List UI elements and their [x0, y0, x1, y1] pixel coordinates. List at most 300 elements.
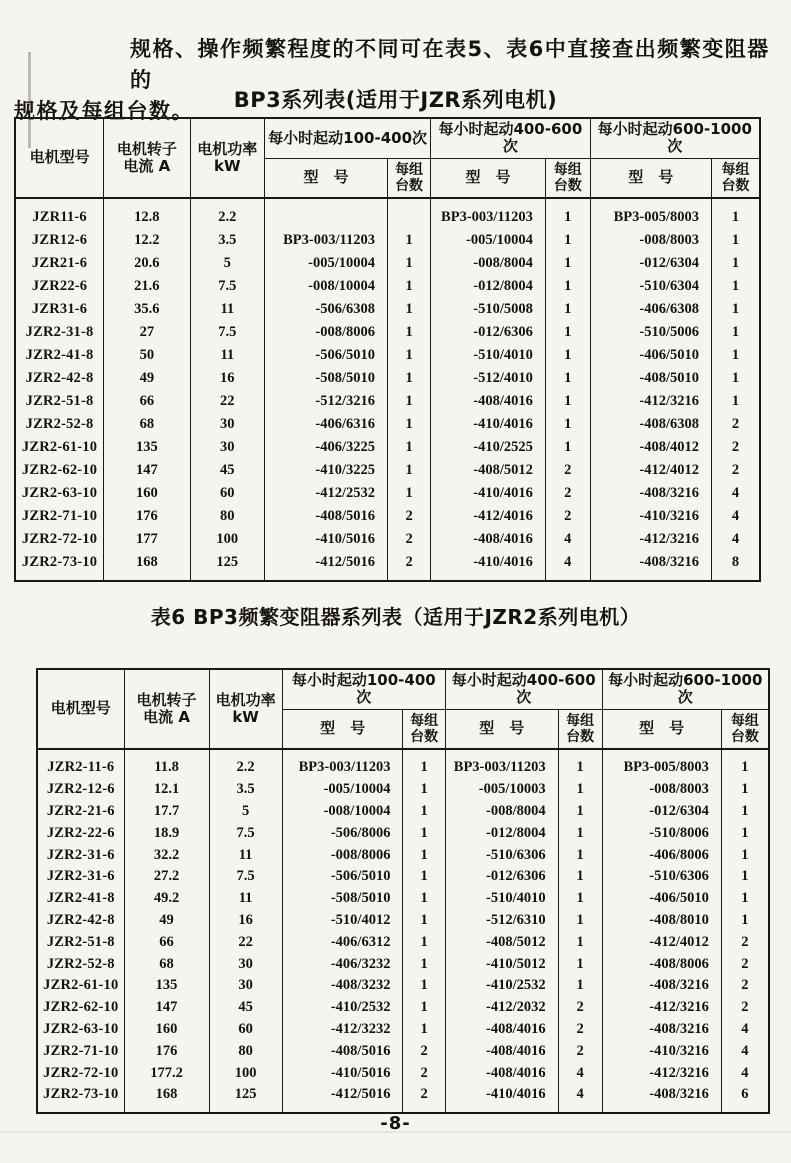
cell-count-400-600: 1 — [558, 822, 602, 844]
cell-type-100-400: -508/5010 — [282, 888, 403, 910]
cell-count-400-600: 2 — [545, 459, 590, 482]
cell-type-600-1000: -408/3216 — [602, 975, 721, 997]
cell-power-kw: 7.5 — [190, 321, 265, 344]
cell-count-400-600: 1 — [558, 757, 602, 779]
cell-type-400-600: BP3-003/11203 — [431, 206, 546, 229]
cell-count-400-600: 1 — [558, 888, 602, 910]
cell-type-400-600: -410/2532 — [445, 975, 558, 997]
cell-type-600-1000: -412/3216 — [602, 997, 721, 1019]
cell-type-400-600: -008/8004 — [431, 252, 546, 275]
header-count-line1: 每组 — [553, 161, 582, 178]
cell-count-600-1000: 2 — [721, 931, 769, 953]
cell-rotor-current: 27.2 — [124, 866, 209, 888]
table-row — [37, 1040, 769, 1062]
cell-count-400-600: 1 — [545, 229, 590, 252]
cell-count-100-400: 2 — [403, 1084, 445, 1106]
cell-power-kw: 60 — [190, 482, 265, 505]
header-rotor-current — [124, 669, 209, 749]
cell-count-100-400: 2 — [403, 1062, 445, 1084]
cell-motor-model: JZR2-73-10 — [15, 551, 104, 574]
cell-motor-model: JZR21-6 — [15, 252, 104, 275]
cell-motor-model: JZR2-22-6 — [37, 822, 124, 844]
cell-power-kw: 11 — [190, 344, 265, 367]
cell-count-600-1000: 2 — [721, 997, 769, 1019]
cell-count-100-400: 1 — [403, 779, 445, 801]
cell-type-100-400: -005/10004 — [265, 252, 388, 275]
cell-count-400-600: 1 — [545, 252, 590, 275]
cell-type-400-600: -512/6310 — [445, 910, 558, 932]
cell-motor-model: JZR2-62-10 — [37, 997, 124, 1019]
cell-type-100-400: BP3-003/11203 — [265, 229, 388, 252]
cell-type-600-1000: -408/3216 — [602, 1019, 721, 1041]
spacer-cell — [124, 749, 209, 757]
cell-power-kw: 100 — [209, 1062, 282, 1084]
cell-type-100-400: -510/4012 — [282, 910, 403, 932]
spacer-cell — [431, 574, 546, 581]
cell-count-400-600: 2 — [545, 505, 590, 528]
cell-type-400-600: -408/4016 — [445, 1040, 558, 1062]
cell-type-100-400: -410/5016 — [265, 528, 388, 551]
cell-count-100-400: 1 — [403, 910, 445, 932]
cell-count-600-1000: 2 — [712, 459, 761, 482]
cell-count-400-600: 1 — [558, 866, 602, 888]
spacer-cell — [104, 198, 190, 206]
cell-type-400-600: -005/10003 — [445, 779, 558, 801]
cell-motor-model: JZR2-41-8 — [15, 344, 104, 367]
cell-type-400-600: -510/4010 — [445, 888, 558, 910]
table-row — [15, 344, 760, 367]
cell-type-600-1000: -408/3216 — [590, 482, 711, 505]
table-row — [15, 551, 760, 574]
cell-count-600-1000: 1 — [712, 229, 761, 252]
header-model-1: 型 号 — [265, 158, 388, 198]
table-row — [15, 229, 760, 252]
spacer-cell — [190, 198, 265, 206]
cell-type-100-400: -506/8006 — [282, 822, 403, 844]
cell-type-600-1000: -510/6306 — [602, 866, 721, 888]
cell-rotor-current: 35.6 — [104, 298, 190, 321]
cell-power-kw: 11 — [190, 298, 265, 321]
cell-count-600-1000: 4 — [721, 1019, 769, 1041]
cell-count-600-1000: 2 — [712, 436, 761, 459]
cell-type-400-600: -412/4016 — [431, 505, 546, 528]
cell-rotor-current: 168 — [124, 1084, 209, 1106]
table-row — [15, 436, 760, 459]
header-count-line2: 台数 — [730, 728, 759, 745]
cell-rotor-current: 21.6 — [104, 275, 190, 298]
cell-power-kw: 80 — [209, 1040, 282, 1062]
cell-count-600-1000: 1 — [712, 275, 761, 298]
cell-power-kw: 30 — [190, 436, 265, 459]
cell-count-100-400: 1 — [387, 436, 430, 459]
cell-type-600-1000: -410/3216 — [602, 1040, 721, 1062]
cell-motor-model: JZR2-12-6 — [37, 779, 124, 801]
cell-count-400-600: 4 — [545, 551, 590, 574]
header-count-line1: 每组 — [566, 712, 595, 729]
cell-count-100-400: 2 — [387, 551, 430, 574]
cell-motor-model: JZR2-21-6 — [37, 801, 124, 823]
cell-rotor-current: 176 — [124, 1040, 209, 1062]
cell-power-kw: 7.5 — [209, 822, 282, 844]
cell-type-100-400: BP3-003/11203 — [282, 757, 403, 779]
cell-count-600-1000: 1 — [712, 390, 761, 413]
cell-count-400-600: 1 — [558, 910, 602, 932]
cell-type-100-400: -412/5016 — [282, 1084, 403, 1106]
cell-rotor-current: 49.2 — [124, 888, 209, 910]
cell-count-100-400: 1 — [387, 298, 430, 321]
spacer-cell — [37, 749, 124, 757]
table-row — [15, 367, 760, 390]
header-starts-600-1000: 每小时起动600-1000次 — [602, 669, 769, 709]
cell-power-kw: 16 — [209, 910, 282, 932]
cell-type-100-400: -412/5016 — [265, 551, 388, 574]
header-count-line1: 每组 — [395, 161, 424, 178]
cell-count-400-600: 2 — [545, 482, 590, 505]
cell-type-100-400: -512/3216 — [265, 390, 388, 413]
spacer-cell — [558, 1106, 602, 1113]
table-row — [15, 298, 760, 321]
table-row — [37, 953, 769, 975]
cell-type-100-400: -408/3232 — [282, 975, 403, 997]
table-row — [15, 252, 760, 275]
cell-count-100-400: 2 — [387, 505, 430, 528]
spacer-cell — [282, 749, 403, 757]
cell-type-600-1000: -406/5010 — [590, 344, 711, 367]
cell-power-kw: 30 — [190, 413, 265, 436]
table-row — [15, 390, 760, 413]
header-rotor-line1: 电机转子 — [136, 690, 197, 709]
cell-motor-model: JZR2-42-8 — [37, 910, 124, 932]
cell-count-100-400: 1 — [387, 321, 430, 344]
cell-rotor-current: 160 — [104, 482, 190, 505]
cell-motor-model: JZR2-42-8 — [15, 367, 104, 390]
cell-count-100-400: 1 — [403, 953, 445, 975]
spacer-cell — [282, 1106, 403, 1113]
header-count-line2: 台数 — [395, 177, 424, 194]
spacer-cell — [721, 1106, 769, 1113]
cell-count-600-1000: 4 — [721, 1062, 769, 1084]
cell-type-100-400: -008/8006 — [265, 321, 388, 344]
header-count-line2: 台数 — [553, 177, 582, 194]
cell-type-100-400: -506/5010 — [282, 866, 403, 888]
spacer-row — [37, 1106, 769, 1113]
cell-power-kw: 22 — [190, 390, 265, 413]
cell-type-100-400: -408/5016 — [265, 505, 388, 528]
cell-type-400-600: -408/4016 — [431, 390, 546, 413]
cell-rotor-current: 177 — [104, 528, 190, 551]
cell-count-400-600: 1 — [545, 436, 590, 459]
header-starts-600-1000: 每小时起动600-1000次 — [590, 118, 760, 158]
cell-motor-model: JZR2-31-8 — [15, 321, 104, 344]
cell-count-100-400: 1 — [403, 822, 445, 844]
spacer-cell — [712, 198, 761, 206]
cell-rotor-current: 49 — [104, 367, 190, 390]
cell-count-400-600: 1 — [545, 298, 590, 321]
cell-motor-model: JZR2-11-6 — [37, 757, 124, 779]
cell-count-400-600: 1 — [558, 779, 602, 801]
cell-count-100-400: 1 — [387, 459, 430, 482]
header-rotor-line2: 电流 A — [143, 708, 190, 726]
cell-type-400-600: -408/4016 — [445, 1062, 558, 1084]
cell-rotor-current: 50 — [104, 344, 190, 367]
cell-motor-model: JZR2-61-10 — [15, 436, 104, 459]
cell-count-400-600: 1 — [545, 367, 590, 390]
cell-type-600-1000: -406/5010 — [602, 888, 721, 910]
cell-type-400-600: -012/8004 — [445, 822, 558, 844]
cell-count-100-400: 1 — [387, 229, 430, 252]
cell-count-400-600: 1 — [558, 844, 602, 866]
cell-rotor-current: 49 — [124, 910, 209, 932]
table-row — [37, 997, 769, 1019]
spacer-cell — [37, 1106, 124, 1113]
cell-type-400-600: -012/6306 — [431, 321, 546, 344]
table-row — [37, 866, 769, 888]
cell-count-400-600: 1 — [558, 801, 602, 823]
cell-motor-model: JZR2-72-10 — [37, 1062, 124, 1084]
table-row — [37, 801, 769, 823]
cell-motor-model: JZR2-31-6 — [37, 844, 124, 866]
cell-type-100-400: -406/3225 — [265, 436, 388, 459]
cell-count-600-1000: 8 — [712, 551, 761, 574]
cell-count-600-1000: 2 — [712, 413, 761, 436]
cell-type-600-1000: -406/8006 — [602, 844, 721, 866]
cell-type-400-600: -512/4010 — [431, 367, 546, 390]
table1-header — [15, 118, 760, 198]
cell-type-600-1000: -412/4012 — [602, 931, 721, 953]
spacer-row — [37, 749, 769, 757]
cell-type-400-600: -410/4016 — [431, 551, 546, 574]
cell-type-600-1000: -408/6308 — [590, 413, 711, 436]
cell-type-100-400: -506/6308 — [265, 298, 388, 321]
cell-rotor-current: 12.2 — [104, 229, 190, 252]
cell-type-400-600: -012/6306 — [445, 866, 558, 888]
table1-body — [15, 198, 760, 581]
cell-motor-model: JZR2-63-10 — [37, 1019, 124, 1041]
header-count-line1: 每组 — [721, 161, 750, 178]
header-count-2 — [545, 158, 590, 198]
cell-type-400-600: -510/5008 — [431, 298, 546, 321]
cell-type-600-1000: -412/4012 — [590, 459, 711, 482]
cell-count-100-400: 1 — [403, 801, 445, 823]
cell-type-600-1000: -408/8010 — [602, 910, 721, 932]
cell-motor-model: JZR2-61-10 — [37, 975, 124, 997]
cell-count-100-400: 1 — [387, 275, 430, 298]
cell-count-400-600: 4 — [558, 1062, 602, 1084]
cell-count-400-600: 2 — [558, 997, 602, 1019]
spacer-cell — [445, 1106, 558, 1113]
cell-rotor-current: 20.6 — [104, 252, 190, 275]
cell-rotor-current: 176 — [104, 505, 190, 528]
cell-power-kw: 60 — [209, 1019, 282, 1041]
cell-count-600-1000: 1 — [712, 367, 761, 390]
spacer-cell — [558, 749, 602, 757]
cell-type-600-1000: -012/6304 — [590, 252, 711, 275]
table-row — [15, 321, 760, 344]
cell-power-kw: 45 — [209, 997, 282, 1019]
header-count-3 — [721, 709, 769, 749]
header-motor-power — [190, 118, 265, 198]
cell-type-100-400: -506/5010 — [265, 344, 388, 367]
table-row — [15, 459, 760, 482]
spacer-cell — [602, 1106, 721, 1113]
cell-motor-model: JZR31-6 — [15, 298, 104, 321]
cell-power-kw: 80 — [190, 505, 265, 528]
table-row — [15, 413, 760, 436]
cell-power-kw: 3.5 — [209, 779, 282, 801]
cell-type-600-1000: BP3-005/8003 — [590, 206, 711, 229]
table-row — [15, 206, 760, 229]
cell-count-100-400: 1 — [403, 757, 445, 779]
spacer-cell — [545, 574, 590, 581]
cell-count-100-400: 1 — [403, 866, 445, 888]
cell-count-600-1000: 1 — [712, 298, 761, 321]
cell-motor-model: JZR2-71-10 — [37, 1040, 124, 1062]
cell-count-600-1000: 1 — [712, 321, 761, 344]
cell-power-kw: 30 — [209, 953, 282, 975]
cell-count-600-1000: 6 — [721, 1084, 769, 1106]
header-count-line1: 每组 — [730, 712, 759, 729]
table-row — [37, 975, 769, 997]
cell-type-600-1000: -008/8003 — [602, 779, 721, 801]
intro-line-1: 规格、操作频繁程度的不同可在表5、表6中直接查出频繁变阻器的 — [130, 37, 770, 92]
cell-count-100-400: 1 — [403, 931, 445, 953]
cell-count-400-600: 1 — [558, 975, 602, 997]
cell-count-600-1000: 1 — [721, 779, 769, 801]
header-rotor-current — [104, 118, 190, 198]
spacer-cell — [590, 574, 711, 581]
cell-power-kw: 7.5 — [209, 866, 282, 888]
cell-motor-model: JZR2-72-10 — [15, 528, 104, 551]
cell-count-600-1000: 2 — [721, 975, 769, 997]
cell-type-100-400: -008/10004 — [265, 275, 388, 298]
cell-motor-model: JZR2-62-10 — [15, 459, 104, 482]
header-motor-power — [209, 669, 282, 749]
cell-type-400-600: -410/5012 — [445, 953, 558, 975]
cell-count-100-400: 1 — [387, 413, 430, 436]
cell-motor-model: JZR2-63-10 — [15, 482, 104, 505]
cell-count-600-1000: 1 — [721, 757, 769, 779]
cell-count-600-1000: 4 — [712, 505, 761, 528]
intro-line-2: 规格及每组台数。 — [14, 99, 194, 123]
cell-type-400-600: -408/5012 — [431, 459, 546, 482]
cell-count-600-1000: 4 — [721, 1040, 769, 1062]
spacer-cell — [15, 574, 104, 581]
cell-motor-model: JZR2-52-8 — [15, 413, 104, 436]
cell-type-400-600: -408/5012 — [445, 931, 558, 953]
table-bp3-jzr2 — [36, 668, 770, 1114]
cell-rotor-current: 27 — [104, 321, 190, 344]
cell-count-100-400: 1 — [387, 344, 430, 367]
cell-count-100-400: 1 — [387, 367, 430, 390]
cell-power-kw: 2.2 — [190, 206, 265, 229]
cell-count-100-400: 2 — [403, 1040, 445, 1062]
table-row — [37, 844, 769, 866]
table2-body — [37, 749, 769, 1113]
cell-type-100-400: -406/6316 — [265, 413, 388, 436]
cell-rotor-current: 68 — [104, 413, 190, 436]
table1-title: BP3系列表(适用于JZR系列电机) — [233, 88, 558, 112]
table2-title: 表6 BP3频繁变阻器系列表（适用于JZR2系列电机） — [150, 605, 641, 629]
header-rotor-line2: 电流 A — [123, 157, 171, 175]
cell-count-100-400: 1 — [403, 1019, 445, 1041]
cell-type-100-400: -412/3232 — [282, 1019, 403, 1041]
cell-count-400-600: 4 — [545, 528, 590, 551]
spacer-cell — [590, 198, 711, 206]
cell-power-kw: 5 — [190, 252, 265, 275]
cell-type-100-400: -410/3225 — [265, 459, 388, 482]
cell-rotor-current: 168 — [104, 551, 190, 574]
cell-count-600-1000: 2 — [721, 953, 769, 975]
table-row — [37, 757, 769, 779]
cell-type-100-400: -008/10004 — [282, 801, 403, 823]
header-count-line2: 台数 — [566, 728, 595, 745]
table-row — [37, 910, 769, 932]
cell-type-100-400 — [265, 206, 388, 229]
cell-count-600-1000: 1 — [721, 801, 769, 823]
cell-count-400-600: 4 — [558, 1084, 602, 1106]
cell-count-600-1000: 1 — [721, 822, 769, 844]
cell-power-kw: 45 — [190, 459, 265, 482]
cell-count-100-400: 1 — [403, 844, 445, 866]
header-power-line2: kW — [232, 708, 259, 726]
header-count-line2: 台数 — [721, 177, 750, 194]
cell-type-600-1000: -510/8006 — [602, 822, 721, 844]
cell-power-kw: 5 — [209, 801, 282, 823]
header-model-2: 型 号 — [431, 158, 546, 198]
cell-type-600-1000: -008/8003 — [590, 229, 711, 252]
cell-type-600-1000: -412/3216 — [590, 390, 711, 413]
cell-type-600-1000: -408/3216 — [590, 551, 711, 574]
cell-count-400-600: 1 — [558, 953, 602, 975]
cell-type-400-600: -410/4016 — [445, 1084, 558, 1106]
header-model-3: 型 号 — [602, 709, 721, 749]
spacer-cell — [602, 749, 721, 757]
cell-power-kw: 100 — [190, 528, 265, 551]
cell-rotor-current: 18.9 — [124, 822, 209, 844]
cell-rotor-current: 32.2 — [124, 844, 209, 866]
table-row — [37, 931, 769, 953]
cell-motor-model: JZR2-51-8 — [37, 931, 124, 953]
spacer-cell — [265, 574, 388, 581]
cell-type-600-1000: -408/8006 — [602, 953, 721, 975]
cell-type-100-400: -508/5010 — [265, 367, 388, 390]
cell-count-600-1000: 1 — [712, 206, 761, 229]
header-starts-400-600: 每小时起动400-600次 — [431, 118, 590, 158]
cell-power-kw: 22 — [209, 931, 282, 953]
cell-rotor-current: 135 — [104, 436, 190, 459]
cell-count-100-400: 2 — [387, 528, 430, 551]
cell-type-100-400: -412/2532 — [265, 482, 388, 505]
cell-count-100-400: 1 — [387, 252, 430, 275]
cell-count-600-1000: 1 — [721, 910, 769, 932]
table-row — [37, 1084, 769, 1106]
cell-type-600-1000: -510/6304 — [590, 275, 711, 298]
header-starts-400-600: 每小时起动400-600次 — [445, 669, 602, 709]
header-starts-100-400: 每小时起动100-400次 — [282, 669, 445, 709]
spacer-cell — [721, 749, 769, 757]
cell-count-100-400 — [387, 206, 430, 229]
spacer-cell — [209, 749, 282, 757]
spacer-cell — [403, 1106, 445, 1113]
table-row — [15, 505, 760, 528]
table-row — [37, 1062, 769, 1084]
header-power-line2: kW — [214, 157, 241, 175]
table-row — [15, 275, 760, 298]
cell-count-400-600: 1 — [545, 390, 590, 413]
cell-count-100-400: 1 — [387, 482, 430, 505]
cell-rotor-current: 68 — [124, 953, 209, 975]
cell-type-100-400: -008/8006 — [282, 844, 403, 866]
